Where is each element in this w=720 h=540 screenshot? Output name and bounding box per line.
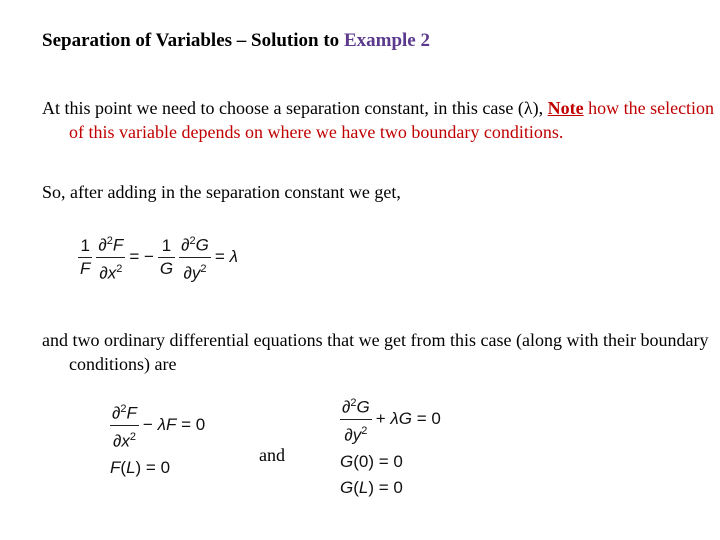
equals-minus: = − [129,247,154,267]
frac-d2G-dy2: $\frac{\partial^2G}{\partial y^2}$ [179,230,211,284]
and-label: and [259,445,285,465]
separated-equation [78,230,238,284]
frac-d2G-dy2-ode: $\frac{\partial^2G}{\partial y^2}$ [340,392,372,446]
paragraph-ordinary-equations: and two ordinary differential equations that we get from this case (along with their boundary conditions) are [42,330,709,374]
title-accent: Example 2 [343,30,430,51]
paragraph-after-adding: So, after adding in the separation constant we get, [42,182,401,202]
frac-d2F-dx2: $\frac{\partial^2F}{\partial x^2}$ [96,230,125,284]
bc-G-L: G(L) = 0 [340,478,403,498]
title-main: Separation of Variables – Solution to [42,30,344,51]
frac-1-over-G: $\frac{1}{G}$ [159,235,174,278]
ode-G-rest: + λG = 0 [375,409,441,429]
paragraph1-text: At this point we need to choose a separation constant, in this case (λ), [42,98,548,118]
ode-F-rest: − λF = 0 [142,415,206,435]
ode-F [110,398,205,478]
ode-G [340,392,441,498]
note-label: Note [547,98,584,118]
bc-F-L: F(L) = 0 [110,458,171,478]
paragraph1-red-text: how the selection of this variable depends on where we have two boundary conditions. [69,98,715,142]
slide-title [42,30,430,52]
frac-d2F-dx2-ode: $\frac{\partial^2F}{\partial x^2}$ [110,398,139,452]
bc-G-0: G(0) = 0 [340,452,403,472]
frac-1-over-F: $\frac{1}{F}$ [80,235,91,278]
paragraph-separation-constant [42,96,719,144]
equals-lambda: = λ [214,247,238,267]
